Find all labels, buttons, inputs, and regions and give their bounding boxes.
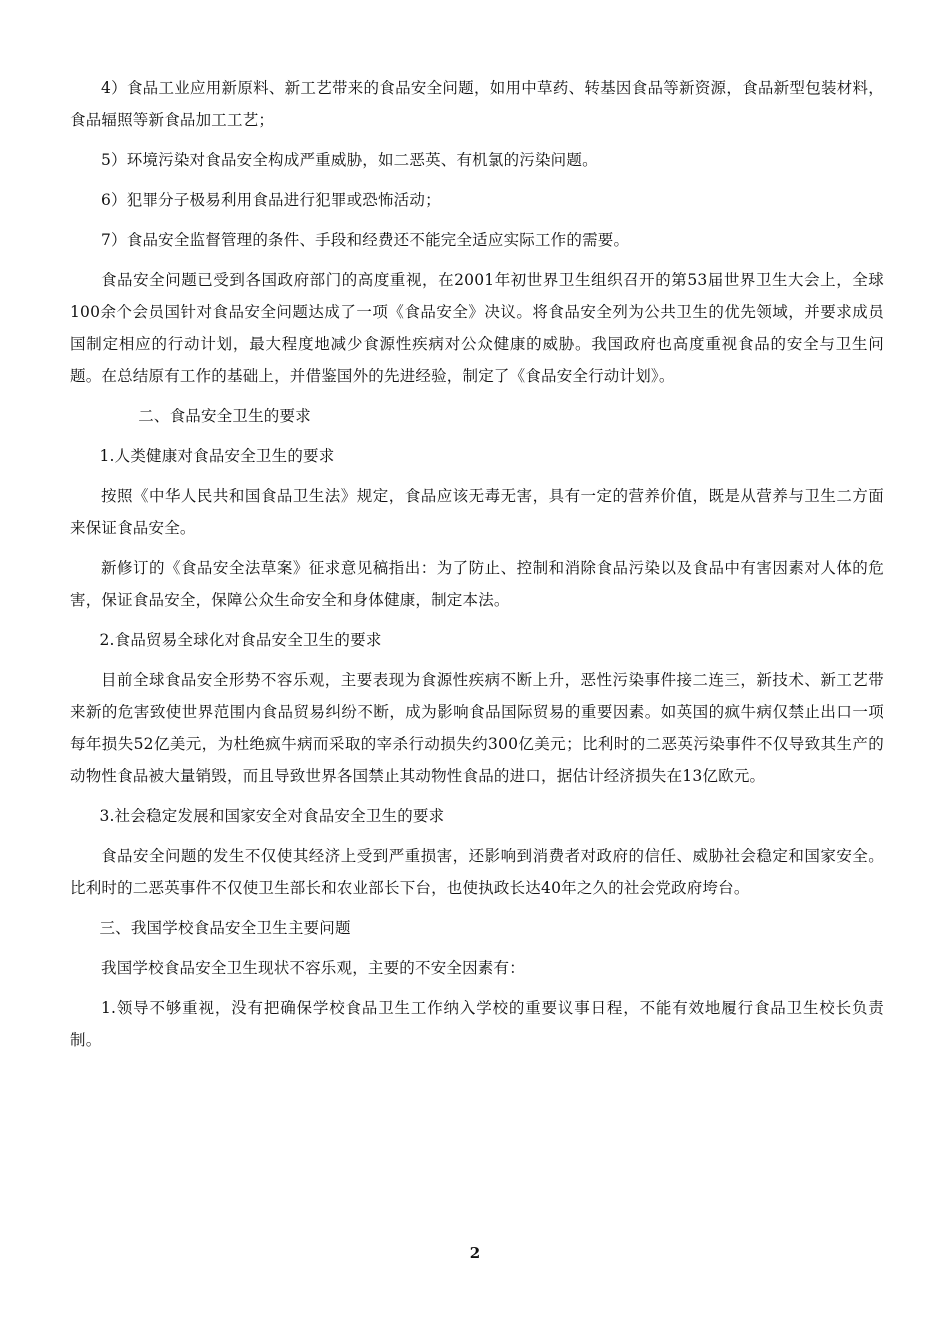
paragraph-item-6: 6）犯罪分子极易利用食品进行犯罪或恐怖活动； [101,191,441,209]
document-body [70,72,884,1064]
paragraph-leadership-issue: 1.领导不够重视，没有把确保学校食品卫生工作纳入学校的重要议事日程，不能有效地履行食品卫生校长负责制。 [70,999,884,1049]
paragraph-item-5: 5）环境污染对食品安全构成严重威胁，如二恶英、有机氯的污染问题。 [101,151,598,169]
paragraph-food-safety-draft: 新修订的《食品安全法草案》征求意见稿指出：为了防止、控制和消除食品污染以及食品中有害因素对人体的危害，保证食品安全，保障公众生命安全和身体健康，制定本法。 [70,559,884,609]
paragraph-global-trade: 目前全球食品安全形势不容乐观，主要表现为食源性疾病不断上升，恶性污染事件接二连三，新技术、新工艺带来新的危害致使世界范围内食品贸易纠纷不断，成为影响食品国际贸易的重要因素。如英国的疯牛病仅禁止出口一项每年损失52亿美元，为杜绝疯牛病而采取的宰杀行动损失约300亿美元；比利时的二恶英污染事件不仅导致其生产的动物性食品被大量销毁，而且导致世界各国禁止其动物性食品的进口，据估计经济损失在13亿欧元。 [70,671,884,785]
section-heading-3: 三、我国学校食品安全卫生主要问题 [99,919,351,937]
paragraph-food-hygiene-law: 按照《中华人民共和国食品卫生法》规定，食品应该无毒无害，具有一定的营养价值，既是从营养与卫生二方面来保证食品安全。 [70,487,884,537]
section-heading-2: 二、食品安全卫生的要求 [138,407,311,425]
subsection-heading-2: 2.食品贸易全球化对食品安全卫生的要求 [99,631,382,649]
paragraph-item-7: 7）食品安全监督管理的条件、手段和经费还不能完全适应实际工作的需要。 [101,231,630,249]
paragraph-social-stability: 食品安全问题的发生不仅使其经济上受到严重损害，还影响到消费者对政府的信任、威胁社会稳定和国家安全。比利时的二恶英事件不仅使卫生部长和农业部长下台，也使执政长达40年之久的社会党政府垮台。 [70,847,884,897]
subsection-heading-3: 3.社会稳定发展和国家安全对食品安全卫生的要求 [99,807,445,825]
paragraph-school-status: 我国学校食品安全卫生现状不容乐观，主要的不安全因素有： [101,959,525,977]
subsection-heading-1: 1.人类健康对食品安全卫生的要求 [99,447,335,465]
paragraph-food-safety-attention: 食品安全问题已受到各国政府部门的高度重视，在2001年初世界卫生组织召开的第53届世界卫生大会上，全球100余个会员国针对食品安全问题达成了一项《食品安全》决议。将食品安全列为公共卫生的优先领域，并要求成员国制定相应的行动计划，最大程度地减少食源性疾病对公众健康的威胁。我国政府也高度重视食品的安全与卫生问题。在总结原有工作的基础上，并借鉴国外的先进经验，制定了《食品安全行动计划》。 [70,271,884,385]
paragraph-item-4: 4）食品工业应用新原料、新工艺带来的食品安全问题，如用中草药、转基因食品等新资源，食品新型包装材料，食品辐照等新食品加工工艺； [70,79,884,129]
page-number: 2 [469,1244,481,1262]
